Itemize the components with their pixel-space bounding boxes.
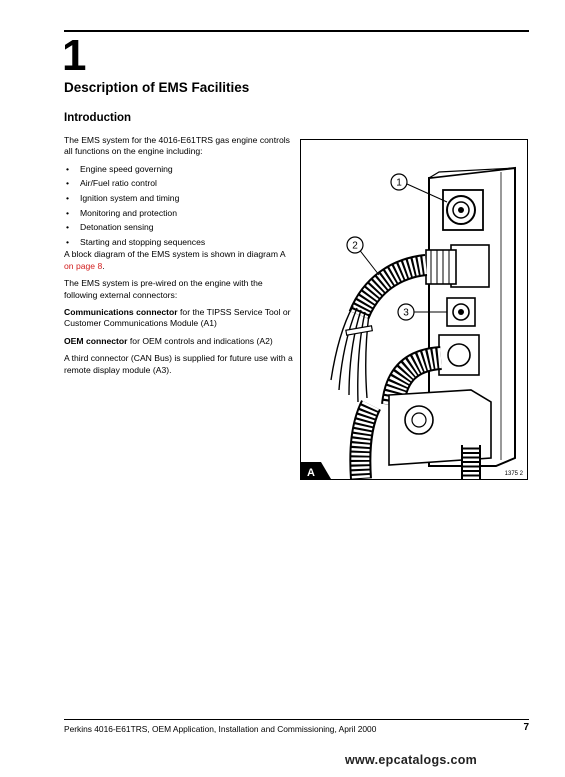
intro-paragraph: The EMS system for the 4016-E61TRS gas engine controls all functions on the engine including: — [64, 135, 290, 157]
can-bus-paragraph: A third connector (CAN Bus) is supplied for future use with a remote display module (A3). — [64, 353, 293, 375]
callout-3: 3 — [403, 307, 409, 319]
top-rule — [64, 30, 529, 32]
list-item: • Monitoring and protection — [64, 208, 296, 219]
connector-illustration — [301, 140, 527, 479]
figure-code: 1375 2 — [504, 471, 523, 477]
oem-connector-text: for OEM controls and indications (A2) — [127, 335, 273, 346]
page-number: 7 — [523, 722, 529, 733]
list-item: • Air/Fuel ratio control — [64, 178, 296, 189]
list-item: • Ignition system and timing — [64, 193, 296, 204]
chapter-title: Description of EMS Facilities — [64, 80, 250, 95]
callout-1: 1 — [396, 177, 402, 189]
footer-text: Perkins 4016-E61TRS, OEM Application, Installation and Commissioning, April 2000 — [64, 724, 377, 734]
connector-figure — [300, 139, 528, 480]
chapter-number: 1 — [62, 31, 87, 80]
block-diagram-end: . — [102, 260, 105, 271]
page-link[interactable]: on page 8 — [64, 260, 103, 271]
footer-rule — [64, 719, 529, 720]
oem-connector-label: OEM connector — [64, 335, 128, 346]
comm-connector-text: for the TIPSS Service Tool or Customer Communications Module (A1) — [64, 307, 291, 329]
callout-2: 2 — [352, 240, 358, 252]
prewired-paragraph: The EMS system is pre-wired on the engine with the following external connectors: — [64, 278, 263, 300]
list-item: • Engine speed governing — [64, 164, 296, 175]
list-item: • Starting and stopping sequences — [64, 237, 296, 248]
comm-connector-paragraph — [64, 307, 296, 330]
oem-connector-paragraph — [64, 336, 296, 347]
body-column — [64, 135, 296, 382]
block-diagram-text: A block diagram of the EMS system is shown in diagram A — [64, 249, 286, 260]
figure-corner-label: A — [307, 467, 315, 479]
figure-corner-tab — [301, 462, 331, 479]
watermark: www.epcatalogs.com — [345, 753, 478, 767]
block-diagram-paragraph — [64, 249, 296, 272]
section-heading: Introduction — [64, 112, 132, 124]
comm-connector-label: Communications connector — [64, 307, 178, 317]
list-item: • Detonation sensing — [64, 222, 296, 233]
function-list — [64, 164, 296, 248]
